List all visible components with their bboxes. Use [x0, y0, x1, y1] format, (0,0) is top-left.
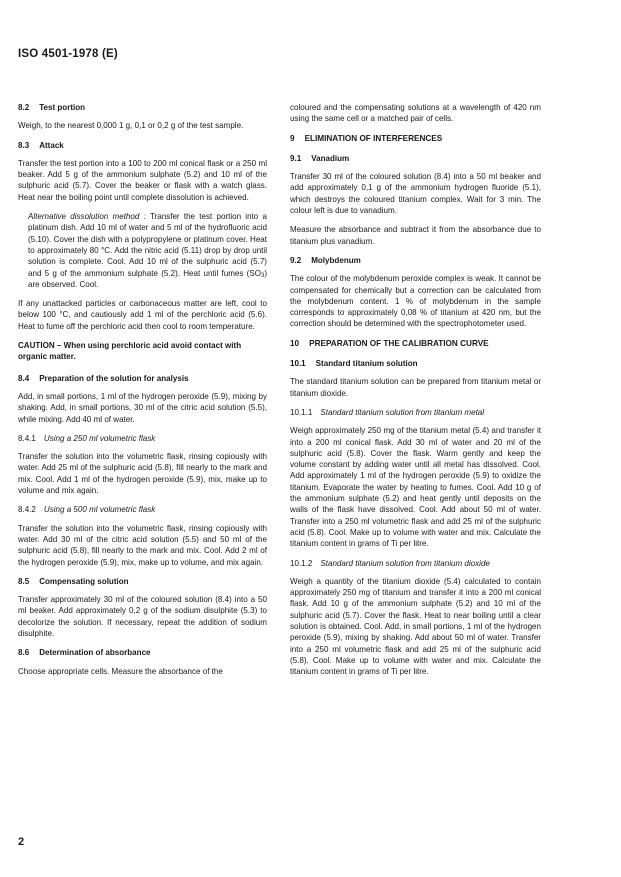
left-column — [18, 102, 267, 685]
heading-8-5: 8.5 Compensating solution — [18, 576, 129, 586]
heading-9-1: 9.1 Vanadium — [290, 153, 350, 163]
heading-9-2: 9.2 Molybdenum — [290, 255, 361, 265]
heading-10-1: 10.1 Standard titanium solution — [290, 359, 418, 369]
paragraph-9-1: Transfer 30 ml of the coloured solution (8.4) into a 50 ml beaker and add approximately 0,1 g of the ammonium hydrogen fluoride (5.1), which destroys the coloured titanium complex. Wait for 3 min. The colour left is due to vanadium. — [290, 172, 541, 216]
heading-8-4: 8.4 Preparation of the solution for analysis — [18, 373, 189, 383]
paragraph-8-5: Transfer approximately 30 ml of the coloured solution (8.4) into a 50 ml beaker. Add approximately 0,2 g of the sodium disulphite (5.3) to decolorize the solution. If necessary, repeat the addition of sodium disulphite. — [18, 595, 267, 638]
paragraph-8-6: Choose appropriate cells. Measure the absorbance of the — [18, 666, 223, 676]
paragraph-8-2: Weigh, to the nearest 0,000 1 g, 0,1 or 0,2 g of the test sample. — [18, 121, 244, 131]
caution-note: CAUTION – When using perchloric acid avoid contact with organic matter. — [18, 341, 242, 362]
paragraph-10-1-1: Weigh approximately 250 mg of the titanium metal (5.4) and transfer it into a 200 ml conical flask. Add 30 ml of water and 20 ml of the sulphuric acid (5.8). Cover the flask. Warm gently and keep the volume constant by adding water until all metal has dissolved. Cool. Add approximately 1 ml of the hydrogen peroxide (5.9) to oxidize the titanium. Evaporate the water by heating to fumes. Cool. Add 10 g of the ammonium sulphate (5.2) and heat gently until deposits on the walls of the flask have dissolved. Cool. Add about 50 ml of water. Transfer into a 250 ml volumetric flask and add 25 ml of the sulphuric acid (5.8). Cool. Make up to volume with water and mix. Calculate the titanium content in grams of Ti per litre. — [290, 426, 541, 549]
paragraph-continued: coloured and the compensating solutions at a wavelength of 420 nm using the same cell or a matched pair of cells. — [290, 103, 541, 124]
alternative-method: Alternative dissolution method : Transfer the test portion into a platinum dish. Add 10 ml of water and 5 ml of the hydrofluoric acid (5.10). Cover the dish with a polypropylene or platinum cover. Heat to approximately 80 °C. Add the nitric acid (5.11) drop by drop until solution is complete. Cool. Add 10 ml of the sulphuric acid (5.7) and 5 g of the ammonium sulphate (5.2). Heat until fumes $(SO_3)$ are observed. Cool. — [28, 212, 267, 289]
heading-8-4-2: 8.4.2 Using a 500 ml volumetric flask — [18, 505, 156, 515]
paragraph-8-4-1: Transfer the solution into the volumetric flask, rinsing copiously with water. Add 25 ml of the sulphuric acid (5.8), fill nearly to the mark and mix. Cool. Add 1 ml of the hydrogen peroxide (5.9), mix, make up to volume and mix again. — [18, 452, 267, 496]
paragraph-9-1-b: Measure the absorbance and subtract it from the absorbance due to titanium plus vanadium. — [290, 225, 541, 246]
heading-10: 10 PREPARATION OF THE CALIBRATION CURVE — [290, 338, 489, 348]
heading-8-6: 8.6 Determination of absorbance — [18, 648, 151, 658]
right-column — [290, 102, 541, 685]
heading-8-2: 8.2 Test portion — [18, 103, 86, 112]
heading-10-1-2: 10.1.2 Standard titanium solution from titanium dioxide — [290, 558, 490, 568]
paragraph-10-1: The standard titanium solution can be prepared from titanium metal or titanium dioxide. — [290, 377, 541, 398]
heading-8-3: 8.3 Attack — [18, 140, 64, 150]
paragraph-8-4-2: Transfer the solution into the volumetric flask, rinsing copiously with water. Add 30 ml of the citric acid solution (5.5) and 50 ml of the sulphuric acid (5.8), fill nearly to the mark and mix. Cool. Add 2 ml of the hydrogen peroxide (5.9), mix, make up to volume, and mix again. — [18, 523, 267, 567]
paragraph-8-3-b: If any unattacked particles or carbonaceous matter are left, cool to below 100 °C, and cautiously add 1 ml of the perchloric acid (5.6). Heat to fume off the perchloric acid then cool to room temperature. — [18, 299, 267, 331]
heading-8-4-1: 8.4.1 Using a 250 ml volumetric flask — [18, 433, 156, 443]
paragraph-9-2: The colour of the molybdenum peroxide complex is weak. It cannot be compensated for chemically but a correction can be calculated from the molybdenum content. 1 % of molybdenum in the sample corresponds to approximately 0,08 % of titanium at 420 nm, but the correction should be determined with the spectrophotometer used. — [290, 274, 541, 329]
paragraph-10-1-2: Weigh a quantity of the titanium dioxide (5.4) calculated to contain approximately 250 mg of titanium and transfer it into a 200 ml conical flask. Add 10 g of the ammonium sulphate (5.2) and 10 ml of the sulphuric acid (5.7). Cover the flask. Heat to near boiling until a clear solution is obtained. Cool. Add, in small portions, 1 ml of the hydrogen peroxide (5.9), mixing by shaking. Add about 50 ml of water. Transfer into a 250 ml volumetric flask and add 25 ml of the sulphuric acid (5.8). Cool. Make up to volume with water and mix. Calculate the titanium content in grams of Ti per litre. — [290, 576, 541, 677]
heading-9: 9 ELIMINATION OF INTERFERENCES — [290, 133, 443, 143]
paragraph-8-3: Transfer the test portion into a 100 to 200 ml conical flask or a 250 ml beaker. Add 5 g of the ammonium sulphate (5.2) and 10 ml of the sulphuric acid (5.7). Cover the beaker or flask with a watch glass. Heat near the boiling point until complete dissolution is achieved. — [18, 158, 267, 202]
paragraph-8-4: Add, in small portions, 1 ml of the hydrogen peroxide (5.9), mixing by shaking. Add, in small portions, 30 ml of the citric acid solution (5.5), while mixing. Add 40 ml of water. — [18, 391, 267, 424]
heading-10-1-1: 10.1.1 Standard titanium solution from titanium metal — [290, 407, 485, 417]
page-number: 2 — [18, 836, 25, 848]
document-header: ISO 4501-1978 (E) — [18, 48, 118, 60]
